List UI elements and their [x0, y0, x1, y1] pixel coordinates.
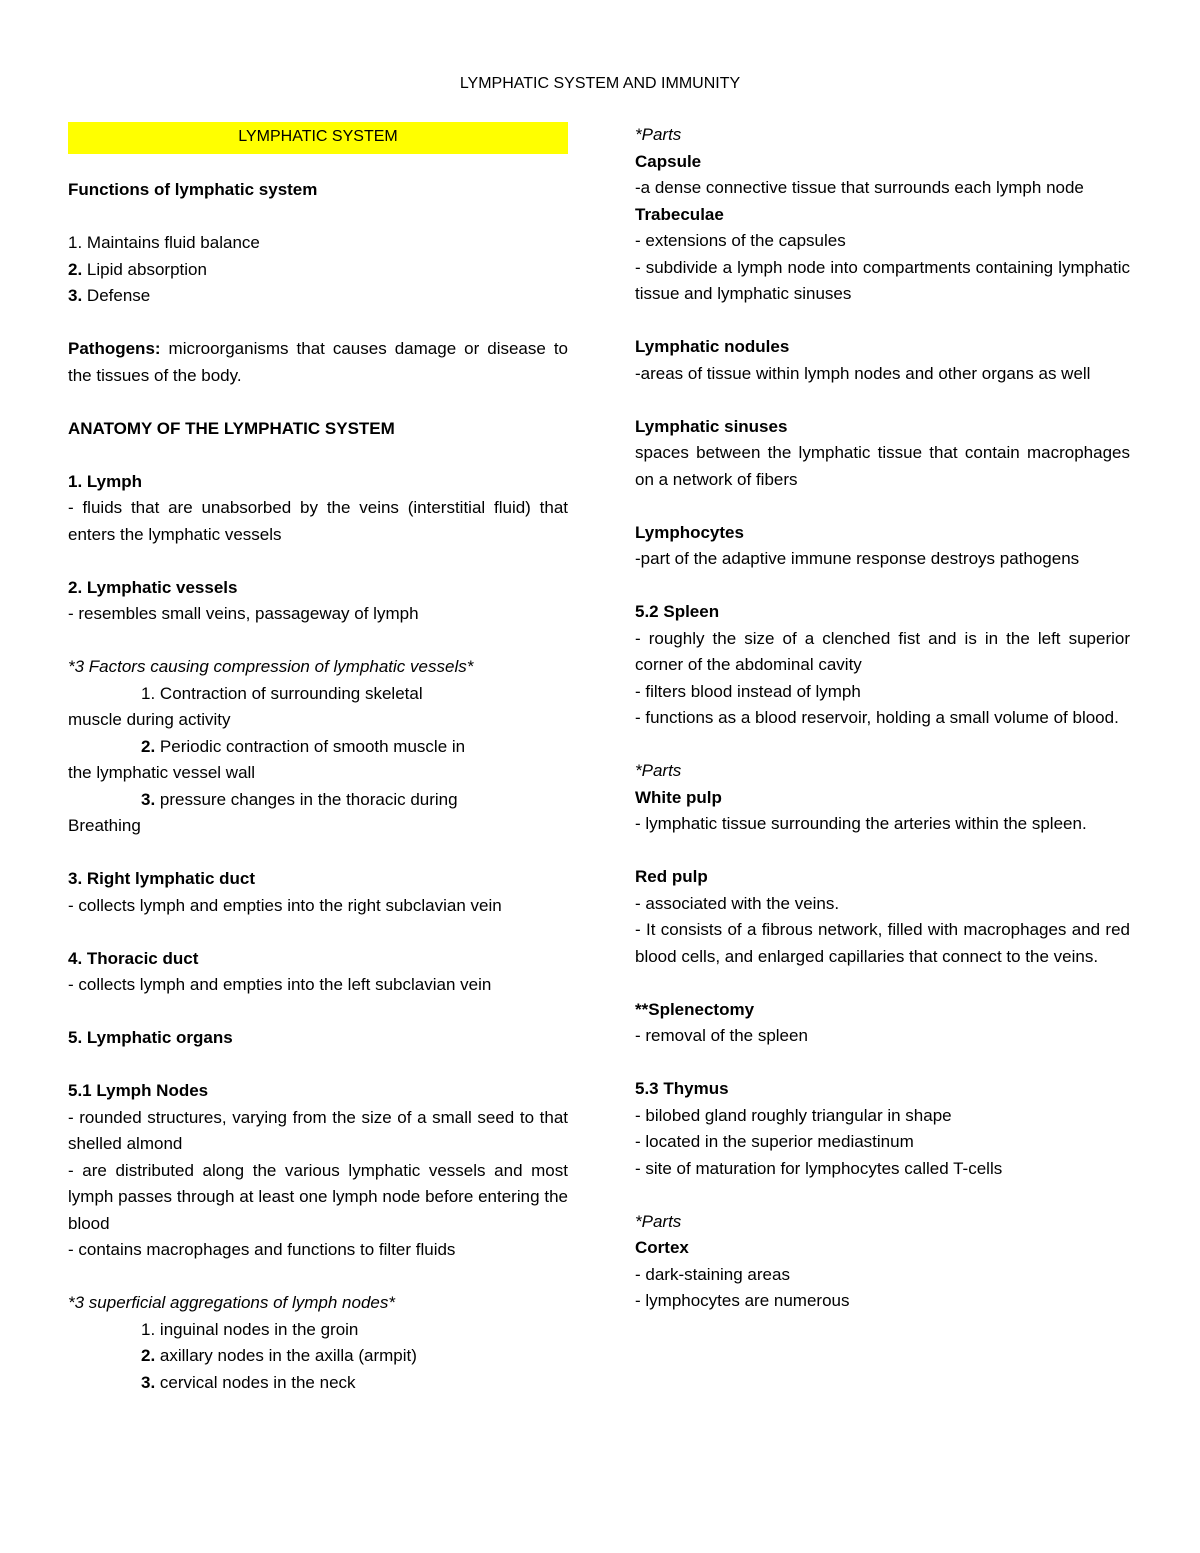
pathogens-definition: Pathogens: microorganisms that causes damage or disease to the tissues of the body. — [68, 339, 568, 385]
sinuses-description: spaces between the lymphatic tissue that contain macrophages on a network of fibers — [635, 443, 1130, 489]
splenectomy-heading: **Splenectomy — [635, 999, 755, 1019]
trabeculae-description: - subdivide a lymph node into compartments containing lymphatic tissue and lymphatic sinuses — [635, 257, 1130, 303]
thoracic-duct-description: - collects lymph and empties into the left subclavian vein — [68, 975, 492, 994]
spleen-description: - filters blood instead of lymph — [635, 681, 861, 701]
factor-item: 3. pressure changes in the thoracic during — [141, 789, 458, 809]
cortex-description: - dark-staining areas — [635, 1264, 790, 1284]
nodules-heading: Lymphatic nodules — [635, 337, 790, 356]
thymus-heading: 5.3 Thymus — [635, 1079, 729, 1098]
aggregation-item: 2. axillary nodes in the axilla (armpit) — [141, 1346, 417, 1365]
thoracic-duct-heading: 4. Thoracic duct — [68, 948, 199, 968]
lymphocytes-description: -part of the adaptive immune response destroys pathogens — [635, 549, 1080, 568]
document-title: LYMPHATIC SYSTEM AND IMMUNITY — [459, 75, 741, 92]
trabeculae-description: - extensions of the capsules — [635, 231, 846, 250]
factor-item: 2. Periodic contraction of smooth muscle in — [141, 736, 466, 756]
trabeculae-heading: Trabeculae — [635, 204, 724, 224]
right-column — [635, 122, 1130, 1315]
aggregation-item: 3. cervical nodes in the neck — [141, 1372, 356, 1392]
left-column — [68, 122, 568, 1396]
functions-heading: Functions of lymphatic system — [68, 180, 318, 199]
spleen-description: - functions as a blood reservoir, holding a small volume of blood. — [635, 708, 1119, 727]
lymph-nodes-description: - are distributed along the various lymphatic vessels and most lymph passes through at least one lymph node before entering the blood — [68, 1160, 568, 1233]
thymus-description: - site of maturation for lymphocytes called T-cells — [635, 1158, 1003, 1178]
cortex-heading: Cortex — [635, 1238, 689, 1257]
white-pulp-heading: White pulp — [635, 787, 722, 807]
parts-label: *Parts — [635, 1211, 682, 1231]
factors-heading: *3 Factors causing compression of lymphatic vessels* — [68, 657, 474, 676]
lymph-nodes-description: - contains macrophages and functions to filter fluids — [68, 1240, 456, 1259]
capsule-description: -a dense connective tissue that surrounds each lymph node — [635, 178, 1084, 197]
right-duct-description: - collects lymph and empties into the right subclavian vein — [68, 895, 502, 915]
lymph-nodes-heading: 5.1 Lymph Nodes — [68, 1081, 209, 1100]
lymph-heading: 1. Lymph — [68, 471, 142, 491]
nodules-description: -areas of tissue within lymph nodes and other organs as well — [635, 363, 1091, 383]
parts-label: *Parts — [635, 125, 682, 144]
section-banner: LYMPHATIC SYSTEM — [68, 122, 568, 154]
organs-heading: 5. Lymphatic organs — [68, 1028, 233, 1047]
aggregations-heading: *3 superficial aggregations of lymph nodes* — [68, 1293, 395, 1312]
factor-item-cont: muscle during activity — [68, 710, 231, 729]
parts-label: *Parts — [635, 761, 682, 780]
right-duct-heading: 3. Right lymphatic duct — [68, 869, 256, 888]
sinuses-heading: Lymphatic sinuses — [635, 416, 788, 436]
function-item: 1. Maintains fluid balance — [68, 233, 260, 252]
thymus-description: - located in the superior mediastinum — [635, 1132, 914, 1151]
white-pulp-description: - lymphatic tissue surrounding the arteries within the spleen. — [635, 814, 1087, 833]
function-item: 2. Lipid absorption — [68, 259, 207, 279]
spleen-heading: 5.2 Spleen — [635, 602, 720, 621]
factor-item-cont: Breathing — [68, 816, 141, 835]
thymus-description: - bilobed gland roughly triangular in shape — [635, 1105, 952, 1125]
capsule-heading: Capsule — [635, 151, 702, 171]
red-pulp-description: - It consists of a fibrous network, filled with macrophages and red blood cells, and enlarged capillaries that connect to the veins. — [635, 920, 1130, 966]
lymph-description: - fluids that are unabsorbed by the veins (interstitial fluid) that enters the lymphatic vessels — [68, 498, 568, 544]
red-pulp-heading: Red pulp — [635, 867, 708, 886]
factor-item-cont: the lymphatic vessel wall — [68, 763, 256, 782]
lymphocytes-heading: Lymphocytes — [635, 522, 744, 542]
vessels-heading: 2. Lymphatic vessels — [68, 577, 238, 597]
cortex-description: - lymphocytes are numerous — [635, 1291, 850, 1310]
aggregation-item: 1. inguinal nodes in the groin — [141, 1319, 359, 1339]
vessels-description: - resembles small veins, passageway of lymph — [68, 604, 419, 623]
splenectomy-description: - removal of the spleen — [635, 1026, 808, 1045]
lymph-nodes-description: - rounded structures, varying from the size of a small seed to that shelled almond — [68, 1107, 568, 1153]
red-pulp-description: - associated with the veins. — [635, 893, 840, 913]
spleen-description: - roughly the size of a clenched fist and is in the left superior corner of the abdominal cavity — [635, 628, 1130, 674]
anatomy-heading: ANATOMY OF THE LYMPHATIC SYSTEM — [68, 418, 395, 438]
function-item: 3. Defense — [68, 286, 151, 305]
factor-item: 1. Contraction of surrounding skeletal — [141, 683, 423, 703]
